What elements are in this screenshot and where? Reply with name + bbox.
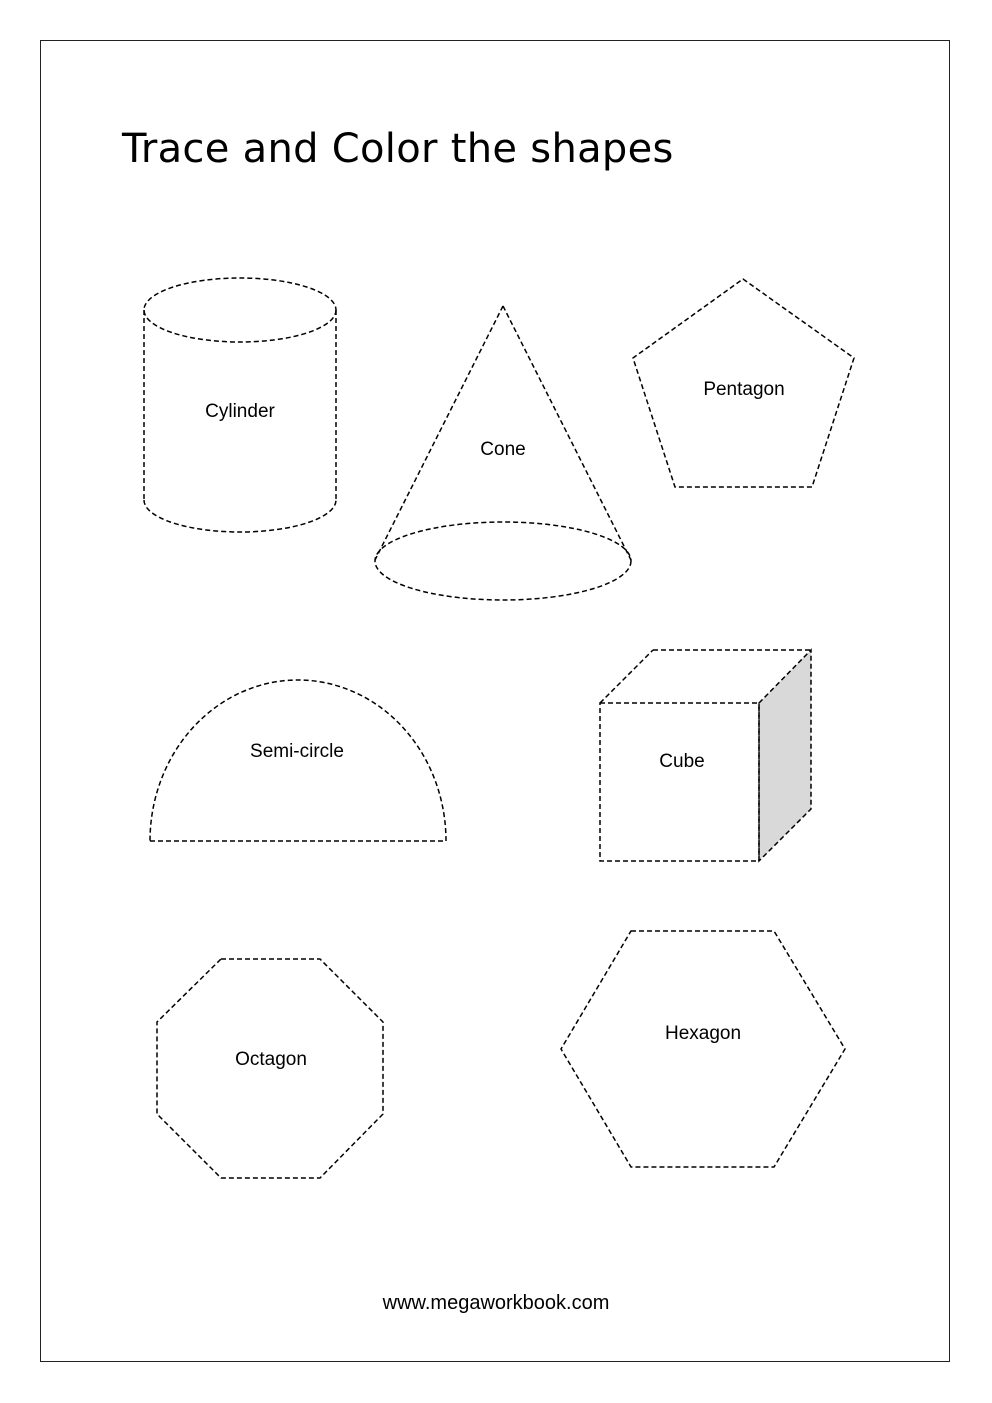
cylinder-label: Cylinder [205,401,275,422]
hexagon-label: Hexagon [664,1023,742,1044]
worksheet-title: Trace and Color the shapes [122,126,674,172]
cube-label: Cube [659,751,705,772]
hexagon-shape [561,931,845,1167]
semicircle-label: Semi-circle [250,741,344,762]
pentagon-label: Pentagon [703,379,785,400]
cone-label: Cone [480,439,526,460]
cube-shape [600,650,811,861]
octagon-label: Octagon [235,1049,307,1070]
website-footer: www.megaworkbook.com [382,1292,610,1314]
